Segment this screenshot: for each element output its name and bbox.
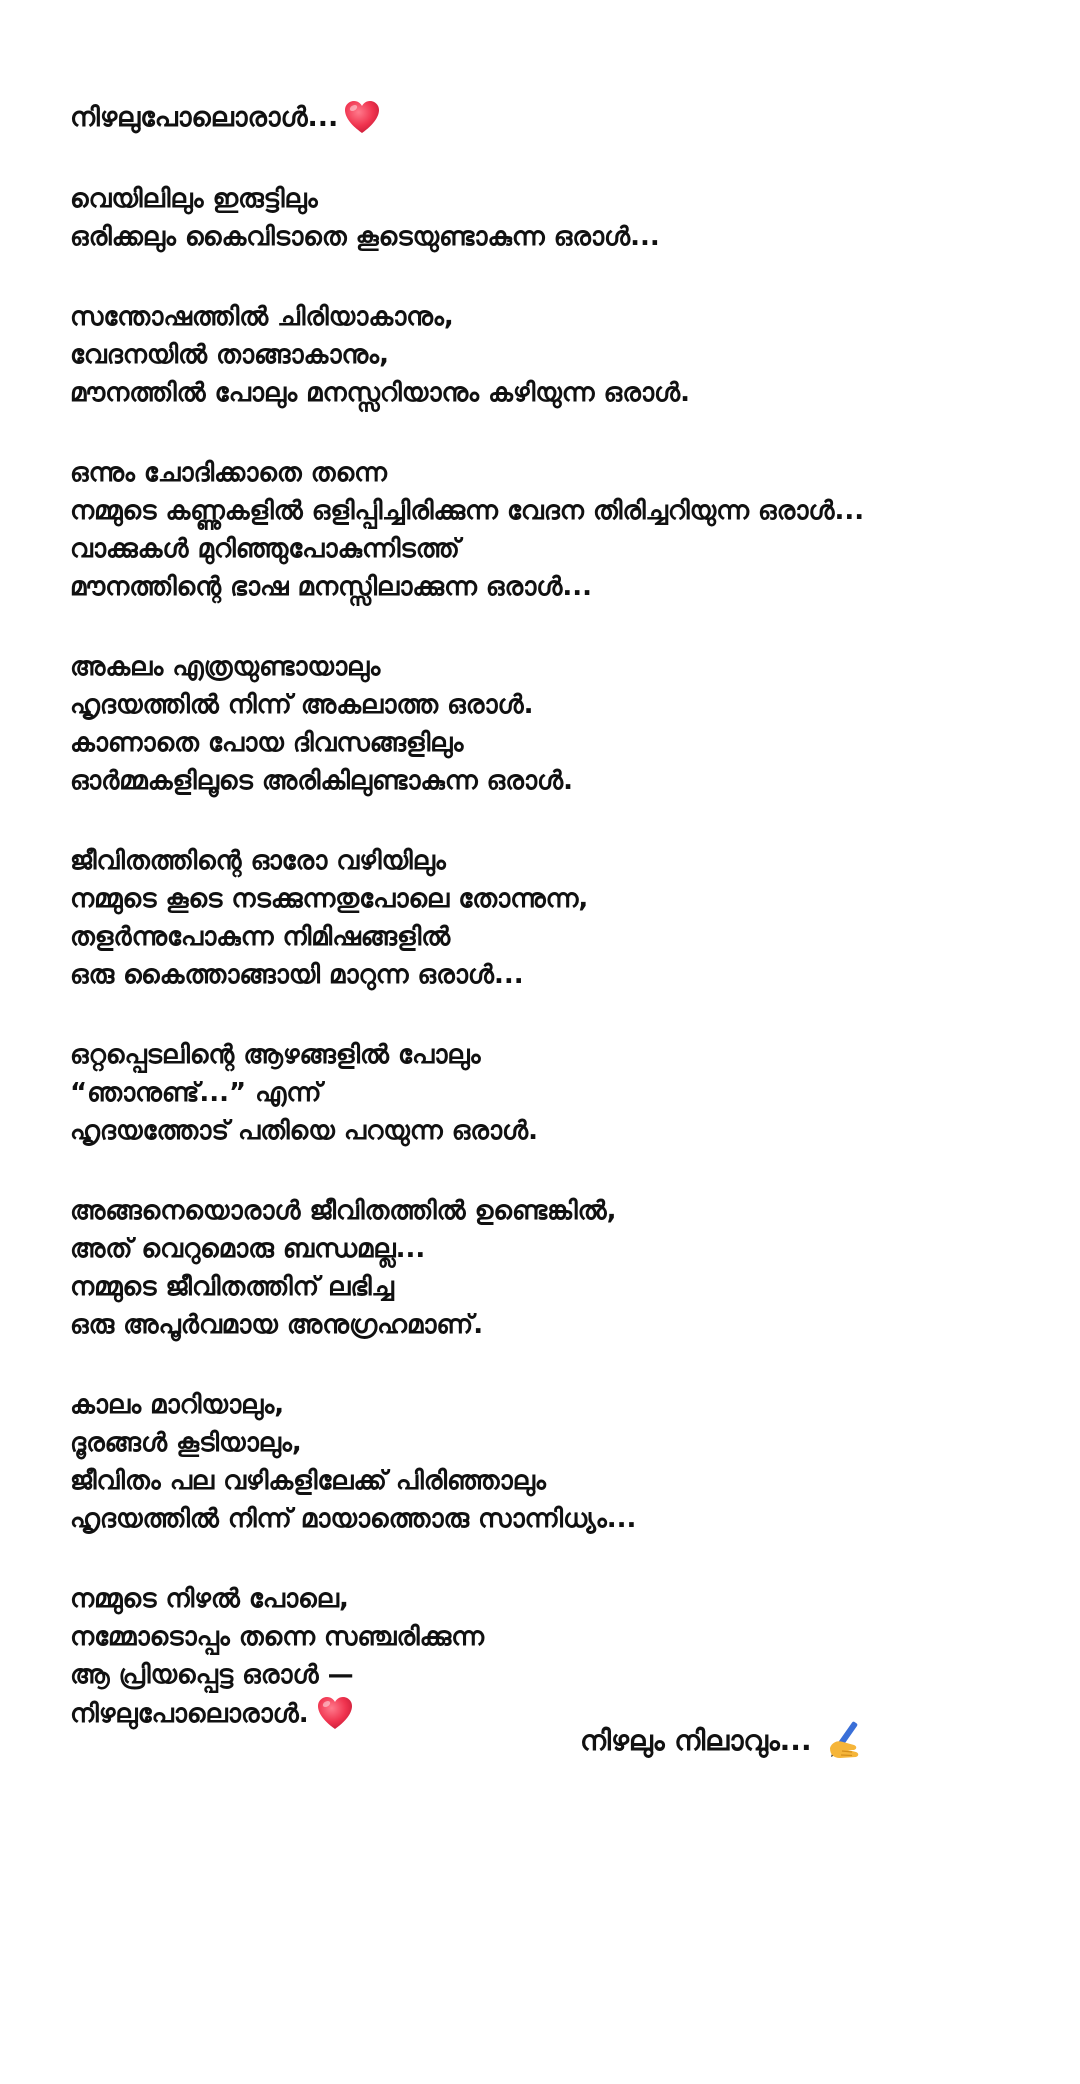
poem-line: കാണാതെ പോയ ദിവസങ്ങളിലും — [70, 728, 464, 758]
poem-title: നിഴലുപോലൊരാൾ... — [70, 102, 339, 133]
poem-line: നമ്മുടെ കണ്ണുകളിൽ ഒളിപ്പിച്ചിരിക്കുന്ന വേദന തിരിച്ചറിയുന്ന ഒരാൾ... — [70, 496, 865, 526]
stanza — [70, 1386, 1030, 1538]
poem-title-row — [70, 98, 1030, 138]
poem-line: അത് വെറുമൊരു ബന്ധമല്ല... — [70, 1234, 426, 1264]
stanza — [70, 1036, 1030, 1150]
heart-icon — [315, 1694, 355, 1734]
poem-line: നമ്മുടെ നിഴൽ പോലെ, — [70, 1584, 349, 1614]
poem-line: ഒരിക്കലും കൈവിടാതെ കൂടെയുണ്ടാകുന്ന ഒരാൾ... — [70, 222, 660, 252]
poem-line: ആ പ്രിയപ്പെട്ട ഒരാൾ — — [70, 1660, 354, 1690]
poem-line: ഒരു കൈത്താങ്ങായി മാറുന്ന ഒരാൾ... — [70, 960, 524, 990]
poem-line: ഹൃദയത്തോട് പതിയെ പറയുന്ന ഒരാൾ. — [70, 1116, 539, 1146]
stanza — [70, 298, 1030, 412]
poem-line: ഒരു അപൂർവമായ അനുഗ്രഹമാണ്. — [70, 1310, 484, 1340]
signature — [580, 1718, 868, 1764]
poem-line: സന്തോഷത്തിൽ ചിരിയാകാനും, — [70, 302, 454, 332]
stanza — [70, 1192, 1030, 1344]
poem-line: മൗനത്തിന്റെ ഭാഷ മനസ്സിലാക്കുന്ന ഒരാൾ... — [70, 572, 592, 602]
poem-line: ജീവിതത്തിന്റെ ഓരോ വഴിയിലും — [70, 846, 446, 876]
poem-line: നമ്മുടെ ജീവിതത്തിന് ലഭിച്ച — [70, 1272, 394, 1302]
poem-line: അകലം എത്രയുണ്ടായാലും — [70, 652, 381, 682]
poem-line: നമ്മുടെ കൂടെ നടക്കുന്നതുപോലെ തോന്നുന്ന, — [70, 884, 589, 914]
poem-line: ജീവിതം പല വഴികളിലേക്ക് പിരിഞ്ഞാലും — [70, 1466, 546, 1496]
stanza — [70, 180, 1030, 256]
poem-line: ഓർമ്മകളിലൂടെ അരികിലുണ്ടാകുന്ന ഒരാൾ. — [70, 766, 574, 796]
poem-line: വാക്കുകൾ മുറിഞ്ഞുപോകുന്നിടത്ത് — [70, 534, 460, 564]
poem-line: ഹൃദയത്തിൽ നിന്ന് അകലാത്ത ഒരാൾ. — [70, 690, 534, 720]
poem-line: നിഴലുപോലൊരാൾ. — [70, 1699, 309, 1729]
poem-line: ഹൃദയത്തിൽ നിന്ന് മായാത്തൊരു സാന്നിധ്യം... — [70, 1504, 637, 1534]
poem-line: കാലം മാറിയാലും, — [70, 1390, 285, 1420]
poem-line: “ഞാനുണ്ട്...” എന്ന് — [70, 1078, 322, 1108]
signature-text: നിഴലും നിലാവും... — [580, 1724, 812, 1757]
poem-final-line — [70, 1694, 1030, 1734]
poem-line: നമ്മോടൊപ്പം തന്നെ സഞ്ചരിക്കുന്ന — [70, 1622, 485, 1652]
stanza — [70, 648, 1030, 800]
poem-line: ദൂരങ്ങൾ കൂടിയാലും, — [70, 1428, 302, 1458]
writing-hand-icon — [822, 1718, 868, 1764]
poem-line: മൗനത്തിൽ പോലും മനസ്സറിയാനും കഴിയുന്ന ഒരാൾ. — [70, 378, 690, 408]
stanza — [70, 842, 1030, 994]
poem-line: അങ്ങനെയൊരാൾ ജീവിതത്തിൽ ഉണ്ടെങ്കിൽ, — [70, 1196, 617, 1226]
poem-line: വേദനയിൽ താങ്ങാകാനും, — [70, 340, 389, 370]
poem-line: തളർന്നുപോകുന്ന നിമിഷങ്ങളിൽ — [70, 922, 451, 952]
stanza — [70, 1580, 1030, 1734]
poem-line: ഒന്നും ചോദിക്കാതെ തന്നെ — [70, 458, 387, 488]
heart-icon — [342, 98, 382, 138]
poem-line: ഒറ്റപ്പെടലിന്റെ ആഴങ്ങളിൽ പോലും — [70, 1040, 481, 1070]
poem — [70, 98, 1030, 1734]
poem-line: വെയിലിലും ഇരുട്ടിലും — [70, 184, 318, 214]
stanza — [70, 454, 1030, 606]
